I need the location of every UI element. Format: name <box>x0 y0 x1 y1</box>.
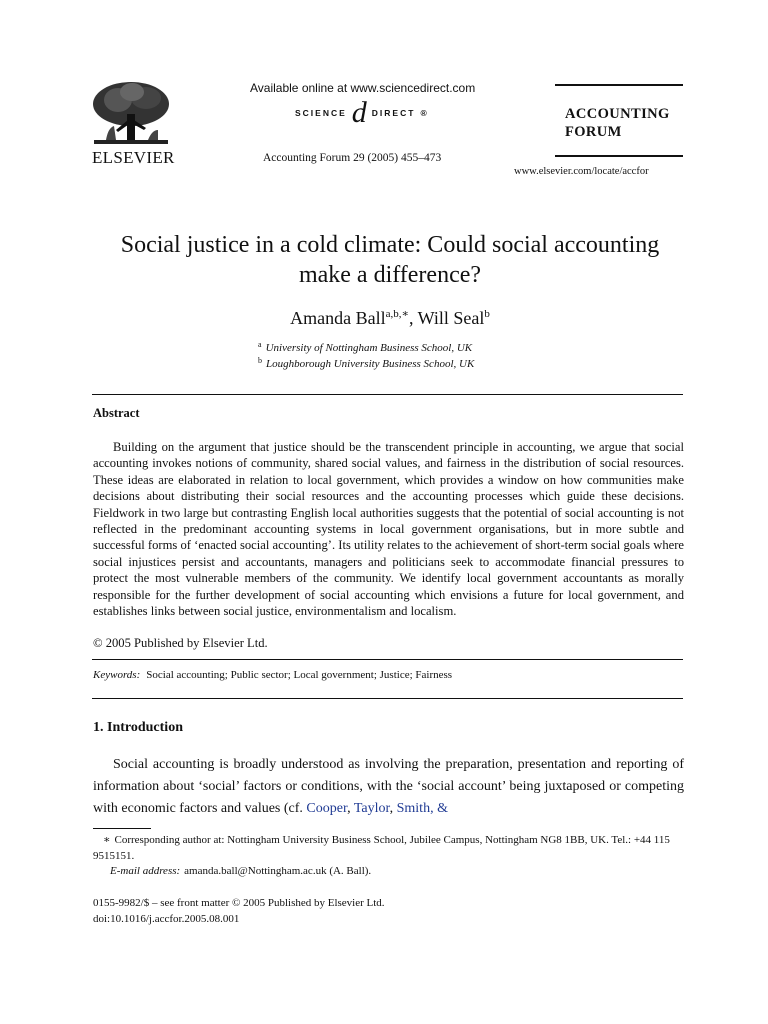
publisher-name: ELSEVIER <box>92 148 175 167</box>
elsevier-tree-logo <box>88 80 174 148</box>
introduction-text <box>93 754 684 820</box>
author-affiliation-marks[interactable]: b <box>484 308 490 320</box>
footnote-star: ∗ <box>103 834 111 846</box>
keywords-label: Keywords: <box>93 669 141 681</box>
affiliation-text: Loughborough University Business School, UK <box>266 358 475 370</box>
affiliation-b <box>258 356 474 370</box>
journal-url-link[interactable]: www.elsevier.com/locate/accfor <box>514 166 649 177</box>
abstract-text <box>93 439 684 619</box>
author-name[interactable]: Amanda Ball <box>290 308 386 328</box>
footnote-rule <box>93 828 151 829</box>
sciencedirect-left: SCIENCE <box>295 108 347 118</box>
keywords-line <box>93 669 452 681</box>
journal-brand-line1: ACCOUNTING <box>565 106 670 122</box>
email-address-link[interactable]: amanda.ball@Nottingham.ac.uk (A. Ball). <box>184 865 372 877</box>
sciencedirect-right: DIRECT <box>371 108 416 118</box>
author-separator: , <box>408 308 418 328</box>
citation-separator: , <box>389 801 397 816</box>
affiliation-mark: a <box>258 340 262 349</box>
introduction-paragraph <box>93 754 684 820</box>
footnote-email <box>93 864 684 880</box>
affiliation-a <box>258 340 472 354</box>
journal-brand-bottom-rule <box>555 155 683 157</box>
journal-brand-top-rule <box>555 84 683 86</box>
sciencedirect-reg: ® <box>420 108 429 118</box>
affiliation-mark: b <box>258 356 262 365</box>
footnote-corresponding-text: Corresponding author at: Nottingham University Business School, Jubilee Campus, Nottingham NG8 1BB, UK. Tel.: +44 115 9515151. <box>93 834 670 862</box>
citation-separator: , <box>347 801 354 816</box>
citation-link[interactable]: Taylor <box>353 801 390 816</box>
citation-separator: , & <box>430 801 448 816</box>
author-affiliation-marks[interactable]: a,b,∗ <box>385 308 409 320</box>
affiliation-text: University of Nottingham Business School, UK <box>265 342 473 354</box>
sciencedirect-logo <box>295 96 429 129</box>
abstract-heading: Abstract <box>93 406 140 420</box>
journal-brand-title <box>565 105 670 141</box>
email-label: E-mail address: <box>110 865 181 877</box>
sciencedirect-at-icon: d <box>351 96 367 129</box>
section-divider <box>92 698 683 699</box>
footnote <box>93 833 684 880</box>
abstract-paragraph: Building on the argument that justice should be the transcendent principle in accounting, we argue that social accounting invokes notions of community, shared social values, and fairness in the distribution of social resources. These ideas are elaborated in relation to local government, which provides a window on how communities make decisions about distributing their social resources and the accounting processes which guide these decisions. Fieldwork in two large but contrasting English local authorities suggests that the potential of social accounting is not reflected in the predominant accounting systems in local government organisations, but in more subtle and successful forms of ‘enacted social accounting’. Its utility relates to the achievement of short-term social goals where social injustices persist and accountants, managers and politicians seek to accommodate financial pressures to protect the most vulnerable members of the community. We identify local government accountants as morally responsible for the further development of social accounting which envisions a future for local government, and establishes links between social justice, environmentalism and localism. <box>93 440 684 619</box>
citation-link[interactable]: Smith <box>396 801 431 816</box>
article-title: Social justice in a cold climate: Could social accounting make a difference? <box>120 232 660 288</box>
journal-brand-line2: FORUM <box>565 124 622 140</box>
front-matter <box>93 896 385 927</box>
introduction-sentence: Social accounting is broadly understood as involving the preparation, presentation and reporting of information about ‘social’ factors or conditions, with the ‘social account’ being juxtaposed or competing with economic factors and values (cf. <box>93 757 684 816</box>
section-divider <box>92 394 683 395</box>
section-heading-introduction: 1. Introduction <box>93 720 183 735</box>
section-divider <box>92 659 683 660</box>
abstract-copyright: © 2005 Published by Elsevier Ltd. <box>93 636 268 650</box>
author-name[interactable]: Will Seal <box>417 308 485 328</box>
author-list <box>100 307 680 329</box>
footnote-corresponding <box>93 833 684 864</box>
citation-link[interactable]: Cooper <box>306 801 348 816</box>
keywords-value: Social accounting; Public sector; Local government; Justice; Fairness <box>146 669 453 681</box>
journal-reference: Accounting Forum 29 (2005) 455–473 <box>263 152 442 164</box>
available-online-text[interactable]: Available online at www.sciencedirect.com <box>250 81 476 95</box>
issn-line: 0155-9982/$ – see front matter © 2005 Published by Elsevier Ltd. <box>93 897 385 909</box>
doi-line[interactable]: doi:10.1016/j.accfor.2005.08.001 <box>93 912 240 925</box>
